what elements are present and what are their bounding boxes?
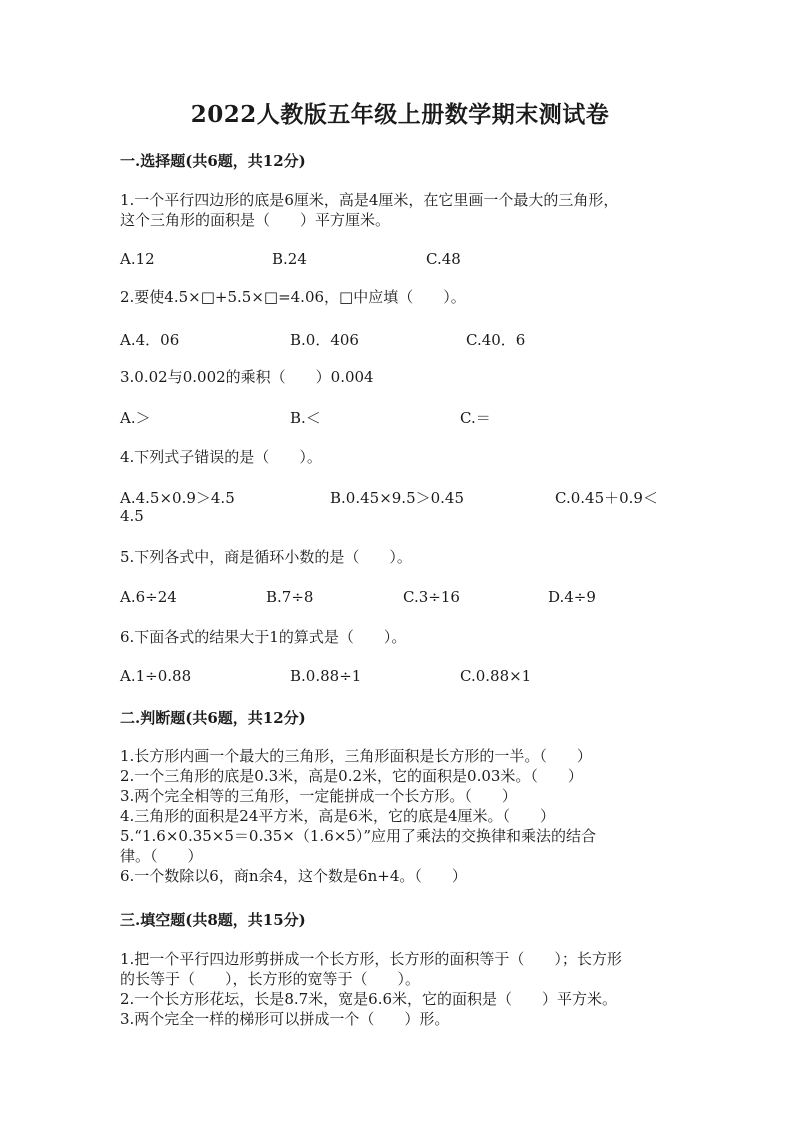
judgment-item: 6.一个数除以6，商n余4，这个数是6n+4。（ ） bbox=[120, 867, 467, 885]
option-a: A.1÷0.88 bbox=[120, 667, 192, 685]
question-3: 3.0.02与0.002的乘积（ ）0.004 bbox=[120, 368, 374, 386]
judgment-item: 5.“1.6×0.35×5＝0.35×（1.6×5）”应用了乘法的交换律和乘法的结合 bbox=[120, 827, 597, 845]
question-5: 5.下列各式中，商是循环小数的是（ ）。 bbox=[120, 548, 412, 566]
option-b: B.＜ bbox=[290, 409, 321, 427]
question-6: 6.下面各式的结果大于1的算式是（ ）。 bbox=[120, 628, 407, 646]
option-a: A.4．06 bbox=[120, 331, 180, 349]
judgment-item: 2.一个三角形的底是0.3米，高是0.2米，它的面积是0.03米。（ ） bbox=[120, 767, 583, 785]
option-b: B.0．406 bbox=[290, 331, 359, 349]
question-2: 2.要使4.5×□+5.5×□=4.06，□中应填（ ）。 bbox=[120, 288, 466, 306]
option-c: C.0.45＋0.9＜ bbox=[555, 489, 658, 507]
option-c: C.0.88×1 bbox=[460, 667, 532, 685]
option-b: B.0.45×9.5＞0.45 bbox=[330, 489, 465, 507]
question-text: 这个三角形的面积是（ ）平方厘米。 bbox=[120, 211, 391, 229]
section-header-choice: 一.选择题(共6题，共12分) bbox=[120, 152, 306, 170]
option-c-continued: 4.5 bbox=[120, 507, 144, 525]
question-4: 4.下列式子错误的是（ ）。 bbox=[120, 448, 322, 466]
option-a: A.＞ bbox=[120, 409, 151, 427]
option-c: C.40．6 bbox=[466, 331, 526, 349]
judgment-item: 3.两个完全相等的三角形，一定能拼成一个长方形。（ ） bbox=[120, 787, 517, 805]
section-header-judgment: 二.判断题(共6题，共12分) bbox=[120, 709, 306, 727]
fill-blank-item: 2.一个长方形花坛，长是8.7米，宽是6.6米，它的面积是（ ）平方米。 bbox=[120, 990, 618, 1008]
judgment-item-continued: 律。（ ） bbox=[120, 847, 203, 865]
option-a: A.6÷24 bbox=[120, 588, 177, 606]
judgment-item: 1.长方形内画一个最大的三角形，三角形面积是长方形的一半。（ ） bbox=[120, 747, 592, 765]
fill-blank-item: 3.两个完全一样的梯形可以拼成一个（ ）形。 bbox=[120, 1010, 450, 1028]
fill-blank-item: 1.把一个平行四边形剪拼成一个长方形，长方形的面积等于（ ）；长方形 bbox=[120, 950, 622, 968]
option-a: A.4.5×0.9＞4.5 bbox=[120, 489, 235, 507]
fill-blank-item-continued: 的长等于（ ），长方形的宽等于（ ）。 bbox=[120, 970, 421, 988]
option-c: C.48 bbox=[426, 250, 461, 268]
judgment-item: 4.三角形的面积是24平方米，高是6米，它的底是4厘米。（ ） bbox=[120, 807, 555, 825]
option-b: B.0.88÷1 bbox=[290, 667, 362, 685]
question-text: 1.一个平行四边形的底是6厘米，高是4厘米，在它里画一个最大的三角形， bbox=[120, 191, 619, 209]
fill-blank-list bbox=[120, 949, 622, 1029]
option-a: A.12 bbox=[120, 250, 155, 268]
option-c: C.3÷16 bbox=[403, 588, 460, 606]
option-d: D.4÷9 bbox=[548, 588, 596, 606]
option-b: B.7÷8 bbox=[266, 588, 314, 606]
question-1 bbox=[120, 190, 618, 230]
exam-title: 2022人教版五年级上册数学期末测试卷 bbox=[190, 101, 610, 128]
option-c: C.＝ bbox=[460, 409, 491, 427]
option-b: B.24 bbox=[272, 250, 307, 268]
section-header-fill-blank: 三.填空题(共8题，共15分) bbox=[120, 911, 306, 929]
judgment-list bbox=[120, 746, 596, 886]
